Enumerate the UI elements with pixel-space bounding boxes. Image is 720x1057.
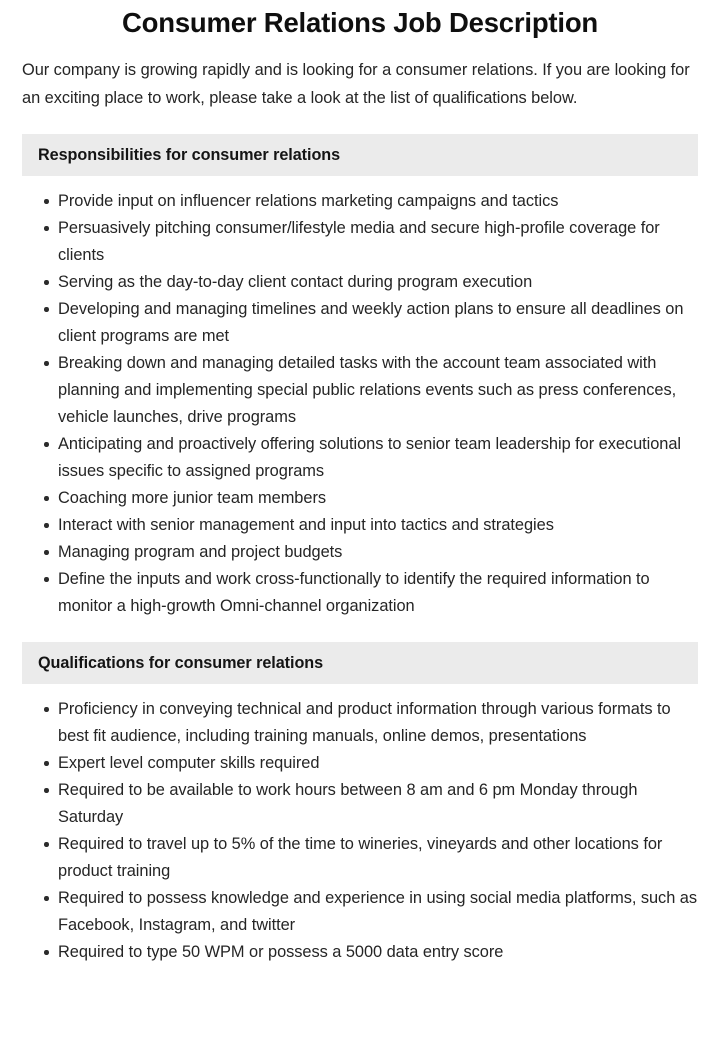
intro-paragraph: Our company is growing rapidly and is looking for a consumer relations. If you are looking for an exciting place to work, please take a look at the list of qualifications below.: [22, 61, 690, 107]
section-qualifications: [22, 642, 698, 966]
list-item: Developing and managing timelines and weekly action plans to ensure all deadlines on client programs are met: [22, 296, 698, 350]
list-item: Interact with senior management and input into tactics and strategies: [22, 512, 698, 539]
section-heading-label: Responsibilities for consumer relations: [38, 145, 341, 164]
list-item: Persuasively pitching consumer/lifestyle media and secure high-profile coverage for clients: [22, 215, 698, 269]
section-responsibilities: [22, 134, 698, 620]
list-item: Serving as the day-to-day client contact during program execution: [22, 269, 698, 296]
list-item: Define the inputs and work cross-functionally to identify the required information to monitor a high-growth Omni-channel organization: [22, 566, 698, 620]
list-item: Expert level computer skills required: [22, 750, 698, 777]
list-item: Proficiency in conveying technical and product information through various formats to best fit audience, including training manuals, online demos, presentations: [22, 696, 698, 750]
list-item: Required to possess knowledge and experience in using social media platforms, such as Facebook, Instagram, and twitter: [22, 885, 698, 939]
list-item: Required to travel up to 5% of the time to wineries, vineyards and other locations for product training: [22, 831, 698, 885]
qualifications-list: [22, 684, 698, 966]
list-item: Breaking down and managing detailed tasks with the account team associated with planning and implementing special public relations events such as press conferences, vehicle launches, drive programs: [22, 350, 698, 431]
list-item: Managing program and project budgets: [22, 539, 698, 566]
responsibilities-list: [22, 176, 698, 620]
page-title: Consumer Relations Job Description: [121, 7, 599, 38]
list-item: Provide input on influencer relations marketing campaigns and tactics: [22, 188, 698, 215]
section-header-responsibilities: [22, 134, 698, 176]
section-heading-label: Qualifications for consumer relations: [38, 653, 324, 672]
list-item: Coaching more junior team members: [22, 485, 698, 512]
section-header-qualifications: [22, 642, 698, 684]
list-item: Required to be available to work hours between 8 am and 6 pm Monday through Saturday: [22, 777, 698, 831]
list-item: Anticipating and proactively offering solutions to senior team leadership for executional issues specific to assigned programs: [22, 431, 698, 485]
list-item: Required to type 50 WPM or possess a 5000 data entry score: [22, 939, 698, 966]
